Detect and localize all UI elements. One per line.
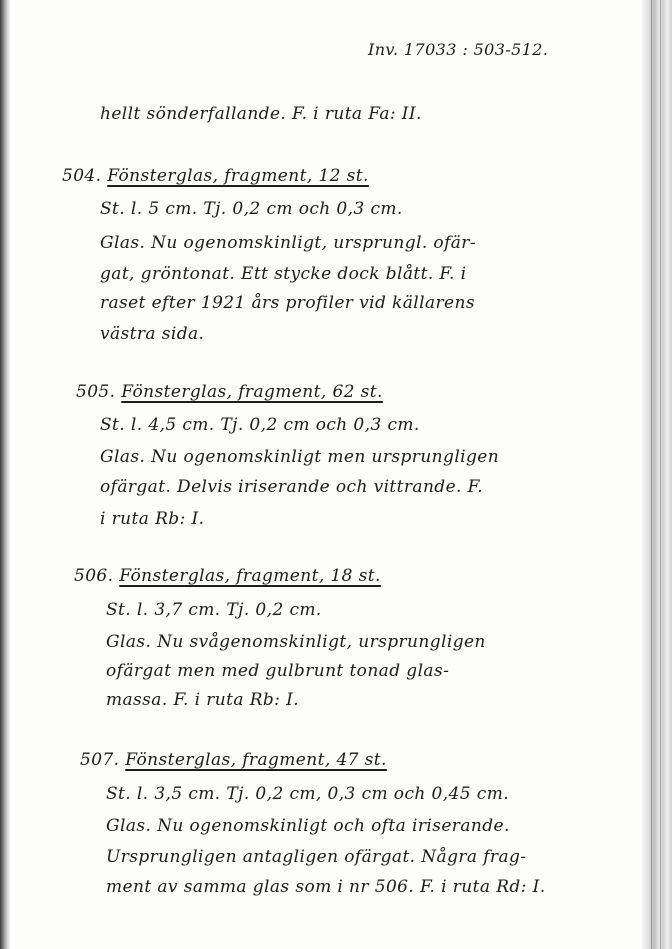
inventory-number: Inv. 17033 : 503-512. (368, 40, 549, 59)
entry-506-line-4: massa. F. i ruta Rb: I. (106, 690, 300, 710)
entry-number: 507. (80, 750, 120, 770)
intro-line: hellt sönderfallande. F. i ruta Fa: II. (100, 104, 422, 124)
entry-506-heading (74, 566, 381, 586)
entry-504-line-4: raset efter 1921 års profiler vid källarens (100, 293, 475, 313)
entry-504-line-2: Glas. Nu ogenomskinligt, ursprungl. ofär- (100, 233, 476, 253)
entry-title: Fönsterglas, fragment, 62 st. (121, 382, 383, 402)
entry-507-line-2: Glas. Nu ogenomskinligt och ofta iriserande. (106, 816, 510, 836)
page-stack-edge (642, 0, 672, 949)
entry-506-line-2: Glas. Nu svågenomskinligt, ursprungligen (106, 632, 486, 652)
entry-505-line-4: i ruta Rb: I. (100, 509, 205, 529)
entry-505-line-3: ofärgat. Delvis iriserande och vittrande. F. (100, 477, 484, 497)
entry-506-line-3: ofärgat men med gulbrunt tonad glas- (106, 661, 450, 681)
entry-504-line-3: gat, gröntonat. Ett stycke dock blått. F. i (100, 264, 467, 284)
entry-507-line-3: Ursprungligen antagligen ofärgat. Några frag- (106, 847, 527, 867)
entry-title: Fönsterglas, fragment, 12 st. (107, 166, 369, 186)
entry-number: 506. (74, 566, 114, 586)
entry-506-line-1: St. l. 3,7 cm. Tj. 0,2 cm. (106, 600, 322, 620)
entry-number: 504. (62, 166, 102, 186)
entry-504-heading (62, 166, 369, 186)
entry-504-line-5: västra sida. (100, 324, 205, 344)
entry-title: Fönsterglas, fragment, 18 st. (119, 566, 381, 586)
entry-507-line-1: St. l. 3,5 cm. Tj. 0,2 cm, 0,3 cm och 0,45 cm. (106, 784, 510, 804)
page-spine-shadow (0, 0, 10, 949)
entry-505-line-2: Glas. Nu ogenomskinligt men ursprungligen (100, 447, 500, 467)
entry-507-heading (80, 750, 387, 770)
entry-title: Fönsterglas, fragment, 47 st. (125, 750, 387, 770)
entry-504-line-1: St. l. 5 cm. Tj. 0,2 cm och 0,3 cm. (100, 199, 403, 219)
entry-number: 505. (76, 382, 116, 402)
entry-505-line-1: St. l. 4,5 cm. Tj. 0,2 cm och 0,3 cm. (100, 415, 420, 435)
entry-505-heading (76, 382, 383, 402)
entry-507-line-4: ment av samma glas som i nr 506. F. i ruta Rd: I. (106, 877, 546, 897)
